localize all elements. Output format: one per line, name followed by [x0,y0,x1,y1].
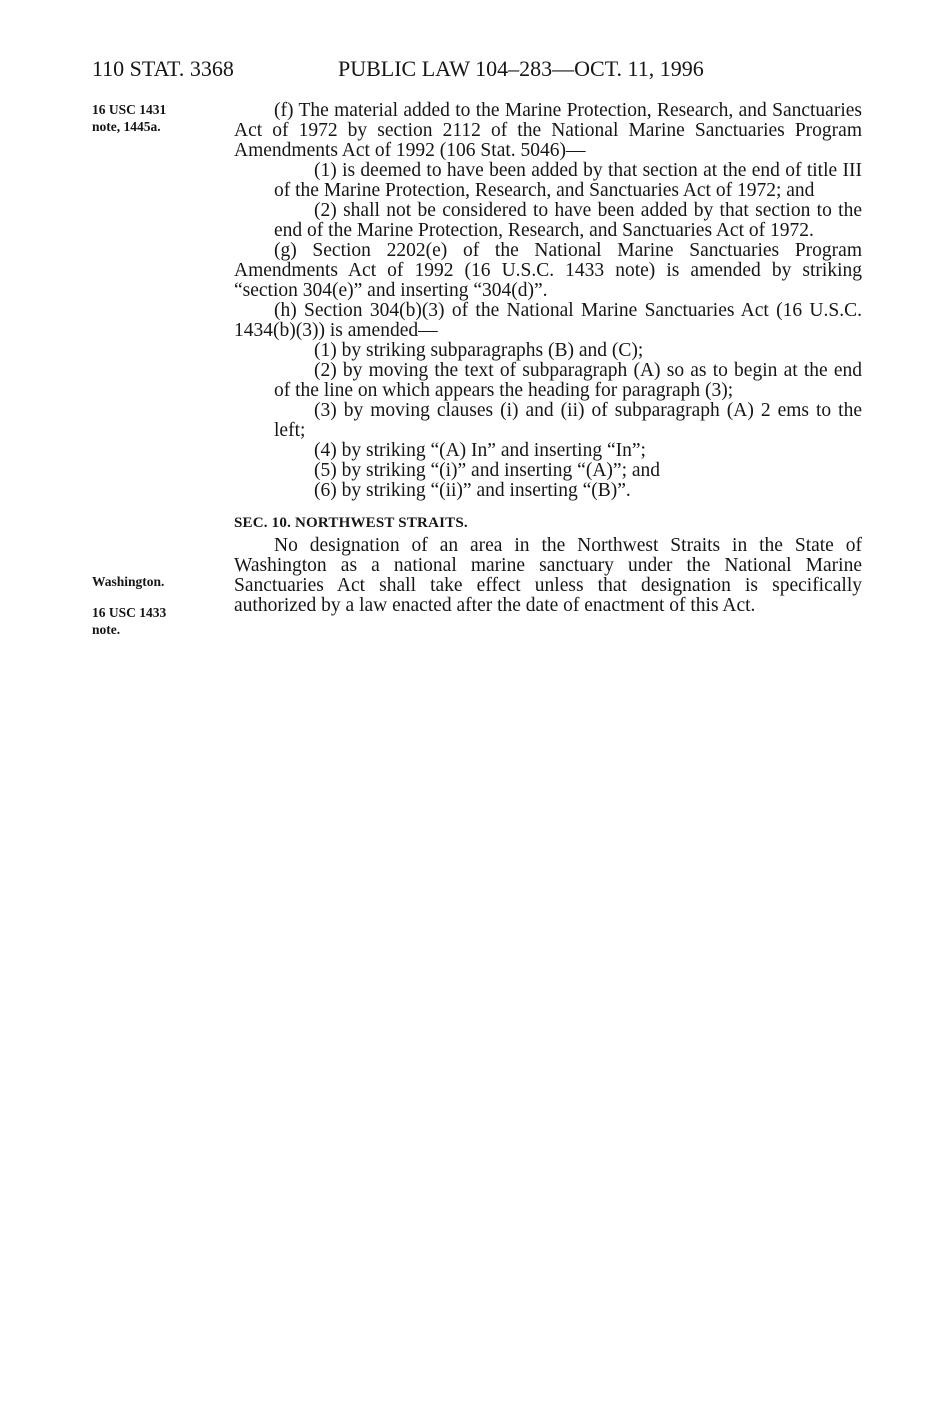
margin-note-line: note, 1445a. [92,119,161,134]
paragraph-h-5: (5) by striking “(i)” and inserting “(A)”; and [314,460,661,481]
paragraph-h-6: (6) by striking “(ii)” and inserting “(B)”. [314,480,631,501]
margin-note-usc-1431 [92,101,217,135]
section-10-heading: SEC. 10. NORTHWEST STRAITS. [234,515,468,531]
subsection-h: (h) Section 304(b)(3) of the National Marine Sanctuaries Act (16 U.S.C. 1434(b)(3)) is amended— [234,300,862,341]
paragraph-h-2: (2) by moving the text of subparagraph (A) so as to begin at the end of the line on which appears the heading for paragraph (3); [274,360,862,401]
body-text [234,101,862,616]
paragraph-h-3: (3) by moving clauses (i) and (ii) of subparagraph (A) 2 ems to the left; [274,400,862,441]
margin-note-washington [92,573,217,590]
margin-note-line: 16 USC 1431 [92,102,167,117]
paragraph-h-4: (4) by striking “(A) In” and inserting “In”; [314,440,646,461]
paragraph-h-1: (1) by striking subparagraphs (B) and (C); [314,340,644,361]
margin-note-line: note. [92,622,121,637]
paragraph-f-1: (1) is deemed to have been added by that section at the end of title III of the Marine Protection, Research, and Sanctuaries Act of 1972; and [274,160,862,201]
subsection-g: (g) Section 2202(e) of the National Marine Sanctuaries Program Amendments Act of 1992 (16 U.S.C. 1433 note) is amended by striking “section 304(e)” and inserting “304(d)”. [234,240,862,301]
page-header [92,56,872,86]
paragraph-f-2: (2) shall not be considered to have been added by that section to the end of the Marine Protection, Research, and Sanctuaries Act of 1972. [274,200,862,241]
margin-note-line: 16 USC 1433 [92,605,167,620]
public-law-title: PUBLIC LAW 104–283—OCT. 11, 1996 [338,56,704,81]
stat-citation: 110 STAT. 3368 [92,56,234,81]
margin-note-line: Washington. [92,574,165,589]
subsection-f: (f) The material added to the Marine Protection, Research, and Sanctuaries Act of 1972 by section 2112 of the National Marine Sanctuaries Program Amendments Act of 1992 (106 Stat. 5046)— [234,100,862,161]
section-10-text: No designation of an area in the Northwest Straits in the State of Washington as a national marine sanctuary under the National Marine Sanctuaries Act shall take effect unless that designation is specifically authorized by a law enacted after the date of enactment of this Act. [234,535,862,616]
margin-note-usc-1433 [92,604,217,638]
